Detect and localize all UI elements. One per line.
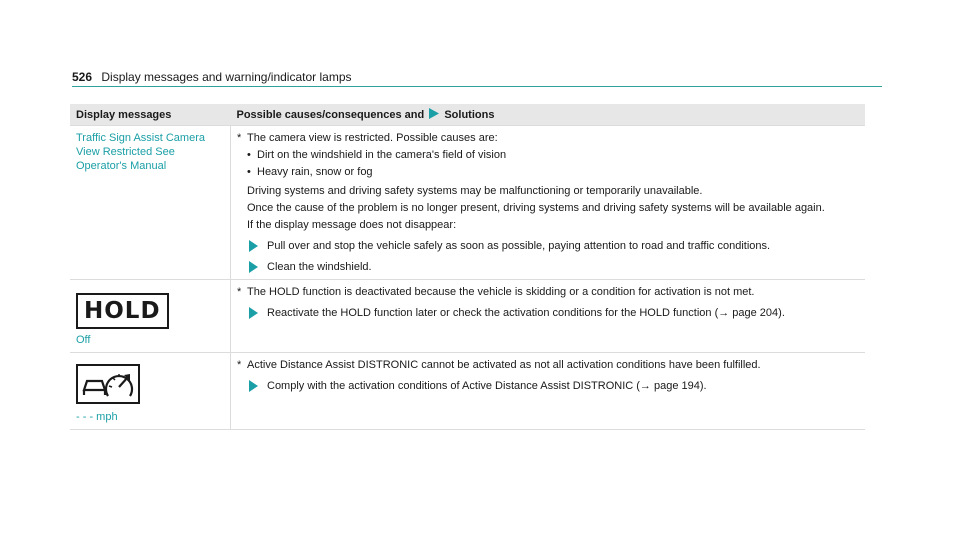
display-message: - - - mph [76, 411, 118, 423]
solution-cell: * The camera view is restricted. Possible causes are: • Dirt on the windshield in the camera's field of vision • Heavy rain, snow or fog Driving systems and driving safety systems may be malfunctioning or temporarily unavailable. Once the cause of the problem is no longer present, driving systems and driving safety systems will be available again. If the display message does not disappear: Pull over and stop the vehicle safely as soon as possible, paying attention to road and traffic conditions. Clean the windshield. [231, 126, 866, 280]
action-item: Comply with the activation conditions of Active Distance Assist DISTRONIC (→ page 194). [267, 379, 859, 393]
page-header [72, 70, 352, 84]
cause-text: The camera view is restricted. Possible causes are: [247, 132, 498, 144]
list-item: • Dirt on the windshield in the camera's field of vision [257, 148, 859, 162]
table-row [70, 126, 865, 280]
paragraph: Driving systems and driving safety systems may be malfunctioning or temporarily unavailable. [247, 185, 703, 197]
col-heading-messages: Display messages [70, 104, 231, 126]
paragraph: If the display message does not disappear: [247, 219, 457, 231]
col-heading-solutions: Possible causes/consequences and Solutions [231, 104, 866, 126]
header-rule [72, 86, 882, 87]
table-row [70, 280, 865, 353]
action-item: Pull over and stop the vehicle safely as soon as possible, paying attention to road and traffic conditions. [267, 239, 859, 253]
list-item: • Heavy rain, snow or fog [257, 165, 859, 179]
arrow-icon [249, 380, 258, 392]
message-cell [70, 126, 231, 280]
page-title: Display messages and warning/indicator lamps [101, 70, 352, 84]
messages-table [70, 104, 865, 430]
arrow-icon [249, 261, 258, 273]
action-item: Reactivate the HOLD function later or check the activation conditions for the HOLD function (→ page 204). [267, 306, 859, 320]
page-number: 526 [72, 70, 93, 84]
paragraph: Once the cause of the problem is no longer present, driving systems and driving safety systems will be available again. [247, 202, 825, 214]
table-header-row [70, 104, 865, 126]
solution-cell: * The HOLD function is deactivated because the vehicle is skidding or a condition for activation is not met. Reactivate the HOLD function later or check the activation conditions for the HOLD function (→ page 204). [231, 280, 866, 353]
cause-text: The HOLD function is deactivated because the vehicle is skidding or a condition for activation is not met. [247, 286, 755, 298]
action-item: Clean the windshield. [267, 260, 859, 274]
message-cell [70, 353, 231, 430]
display-message: Traffic Sign Assist Camera View Restricted See Operator's Manual [76, 132, 205, 172]
arrow-icon [249, 307, 258, 319]
hold-icon: HOLD [76, 293, 169, 329]
display-message: Off [76, 334, 91, 346]
message-cell [70, 280, 231, 353]
solution-cell: * Active Distance Assist DISTRONIC cannot be activated as not all activation conditions have been fulfilled. Comply with the activation conditions of Active Distance Assist DISTRONIC (→ page 194). [231, 353, 866, 430]
arrow-icon [249, 240, 258, 252]
distronic-speedometer-icon [76, 364, 140, 404]
cause-text: Active Distance Assist DISTRONIC cannot be activated as not all activation conditions have been fulfilled. [247, 359, 761, 371]
table-row [70, 353, 865, 430]
arrow-icon [429, 108, 439, 119]
